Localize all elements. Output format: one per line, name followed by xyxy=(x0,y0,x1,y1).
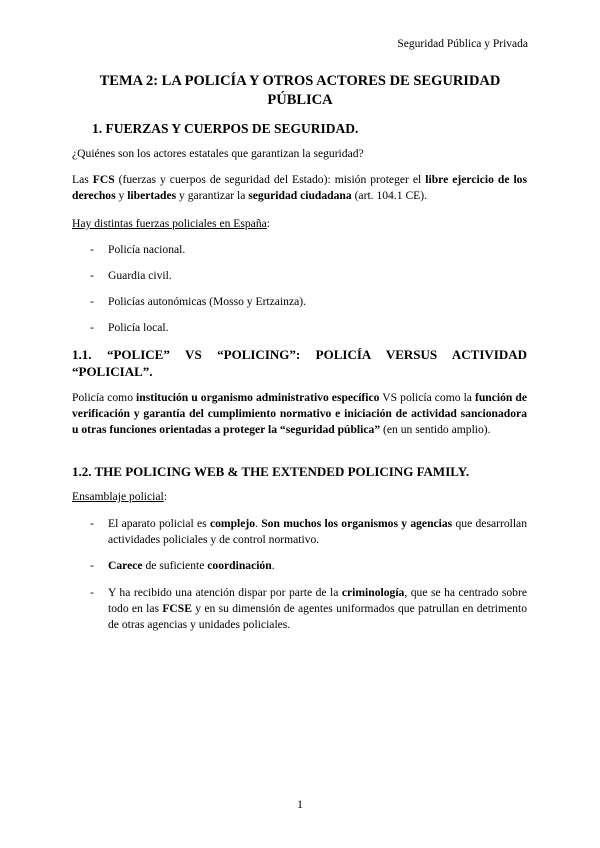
bold-run: función de verificación y garantía del cumplimiento normativo e iniciación de actividad sancionadora u otras funciones orientadas a proteger la “seguridad pública” xyxy=(72,391,527,436)
list-item xyxy=(72,558,527,574)
dash-bullet: - xyxy=(90,517,94,530)
text-run: y en su dimensión de agentes uniformados que patrullan en detrimento de otras agencias y unidades policiales. xyxy=(108,602,527,631)
dash-bullet: - xyxy=(90,295,94,308)
dash-bullet: - xyxy=(90,586,94,599)
text-run: y garantizar la xyxy=(176,189,249,202)
dash-bullet: - xyxy=(90,243,94,256)
list-item-text xyxy=(108,558,527,574)
fcs-paragraph xyxy=(72,172,527,204)
underlined-text: Ensamblaje policial xyxy=(72,490,164,503)
dash-bullet: - xyxy=(90,269,94,282)
list-item-text: Policía local. xyxy=(108,321,169,334)
text-run: que desarrollan actividades policiales y de control normativo. xyxy=(108,517,528,546)
text-run: , que se ha centrado sobre todo en las xyxy=(108,586,527,615)
bold-run: libertades xyxy=(127,189,177,202)
page-number: 1 xyxy=(297,797,303,811)
list-item xyxy=(72,516,527,548)
colon: : xyxy=(163,490,167,503)
list-item-text: Policías autonómicas (Mosso y Ertzainza). xyxy=(108,295,307,308)
bold-run: seguridad ciudadana xyxy=(248,189,352,202)
bold-run: FCSE xyxy=(162,602,192,615)
text-run: Las xyxy=(72,173,93,186)
bold-run: FCS xyxy=(92,173,115,186)
list-item xyxy=(72,294,527,310)
text-run: VS policía como la xyxy=(379,391,475,404)
list-item-text: Guardia civil. xyxy=(108,269,172,282)
question-paragraph: ¿Quiénes son los actores estatales que garantizan la seguridad? xyxy=(72,147,364,160)
ensamblaje-intro xyxy=(72,489,527,505)
list-item xyxy=(72,242,527,258)
bold-run: criminología xyxy=(341,586,405,599)
dash-bullet: - xyxy=(90,559,94,572)
text-run: . xyxy=(271,559,275,572)
underlined-text: Hay distintas fuerzas policiales en España xyxy=(72,217,267,230)
list-intro xyxy=(72,216,527,232)
bold-run: institución u organismo administrativo específico xyxy=(136,391,380,404)
title-line-2: PÚBLICA xyxy=(267,92,333,108)
text-run: (art. 104.1 CE). xyxy=(351,189,428,202)
text-run: El aparato policial es xyxy=(108,517,210,530)
bold-run: complejo xyxy=(209,517,256,530)
text-run: de suficiente xyxy=(142,559,208,572)
text-run: Y ha recibido una atención dispar por parte de la xyxy=(108,586,342,599)
text-run: y xyxy=(115,189,128,202)
section-1-2-heading: 1.2. THE POLICING WEB & THE EXTENDED POLICING FAMILY. xyxy=(72,464,470,479)
title-line-1: TEMA 2: LA POLICÍA Y OTROS ACTORES DE SEGURIDAD xyxy=(99,73,501,89)
text-run: (en un sentido amplio). xyxy=(380,423,491,436)
list-item xyxy=(72,268,527,284)
list-item-text: Policía nacional. xyxy=(108,243,186,256)
section-1-heading: 1. FUERZAS Y CUERPOS DE SEGURIDAD. xyxy=(92,121,359,136)
page-title xyxy=(90,72,510,110)
police-policing-paragraph xyxy=(72,390,527,438)
bold-run: Carece xyxy=(108,559,143,572)
list-item-text xyxy=(108,585,527,633)
text-run: Policía como xyxy=(72,391,137,404)
list-item-text xyxy=(108,516,527,548)
running-header: Seguridad Pública y Privada xyxy=(397,38,528,50)
dash-bullet: - xyxy=(90,321,94,334)
list-item xyxy=(72,320,527,336)
bold-run: libre ejercicio de los derechos xyxy=(72,173,527,202)
bold-run: coordinación xyxy=(207,559,272,572)
text-run: (fuerzas y cuerpos de seguridad del Estado): misión proteger el xyxy=(114,173,426,186)
list-item xyxy=(72,585,527,633)
bold-run: Son muchos los organismos y agencias xyxy=(261,517,453,530)
colon: : xyxy=(266,217,271,230)
text-run: . xyxy=(255,517,262,530)
section-1-1-heading: 1.1. “POLICE” VS “POLICING”: POLICÍA VERSUS ACTIVIDAD “POLICIAL”. xyxy=(72,347,527,379)
